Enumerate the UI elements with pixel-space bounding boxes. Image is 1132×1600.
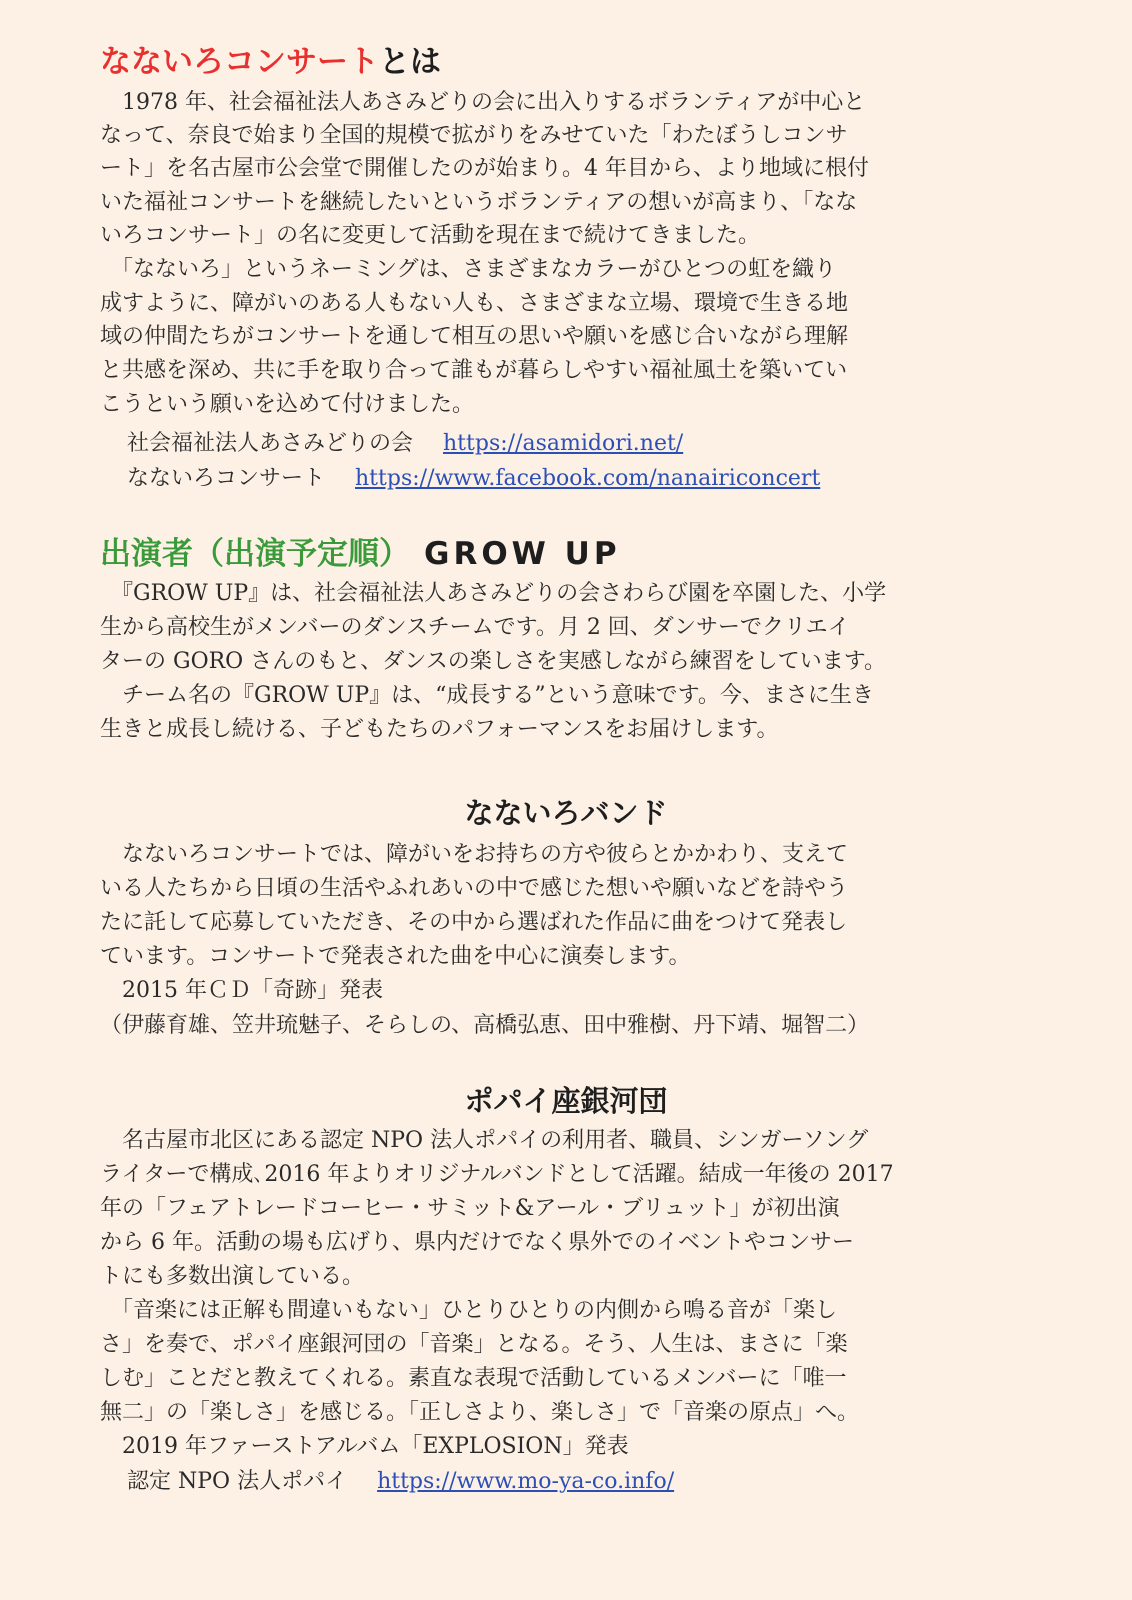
paragraph-line: 1978 年、社会福祉法人あさみどりの会に出入りするボランティアが中心と xyxy=(100,90,866,115)
paragraph-line: なって、奈良で始まり全国的規模で拡がりをみせていた「わたぼうしコンサ xyxy=(100,123,848,148)
paragraph-line: ターの GORO さんのもと、ダンスの楽しさを実感しながら練習をしています。 xyxy=(100,649,886,674)
link-row-popeye xyxy=(127,1465,674,1499)
title-red-part: なないろコンサート xyxy=(100,44,379,80)
paragraph-line: しむ」ことだと教えてくれる。素直な表現で活動しているメンバーに「唯一 xyxy=(100,1366,847,1391)
paragraph-line: 2019 年ファーストアルバム「EXPLOSION」発表 xyxy=(100,1434,629,1459)
paragraph-line: チーム名の『GROW UP』は、“成長する”という意味です。今、まさに生き xyxy=(100,683,874,708)
section-title-popeye-band: ポパイ座銀河団 xyxy=(464,1084,668,1118)
paragraph-line: 域の仲間たちがコンサートを通して相互の思いや願いを感じ合いながら理解 xyxy=(100,324,849,349)
link-row-asamidori xyxy=(127,427,683,461)
paragraph-line: トにも多数出演している。 xyxy=(100,1264,365,1289)
paragraph-line: 無二」の「楽しさ」を感じる。「正しさより、楽しさ」で「音楽の原点」へ。 xyxy=(100,1400,860,1425)
paragraph-line: と共感を深め、共に手を取り合って誰もが暮らしやすい福祉風土を築いてい xyxy=(100,358,848,383)
paragraph-line: 「なないろ」というネーミングは、さまざまなカラーがひとつの虹を織り xyxy=(100,257,837,282)
section-title-nanairo-band: なないろバンド xyxy=(464,796,668,830)
paragraph-line: 生から高校生がメンバーのダンスチームです。月 2 回、ダンサーでクリエイ xyxy=(100,615,850,640)
paragraph-line: こうという願いを込めて付けました。 xyxy=(100,392,475,417)
paragraph-line: ート」を名古屋市公会堂で開催したのが始まり。4 年目から、より地域に根付 xyxy=(100,156,869,181)
paragraph-line: ライターで構成､2016 年よりオリジナルバンドとして活躍。結成一年後の 2017 xyxy=(100,1162,894,1187)
paragraph-line: 生きと成長し続ける、子どもたちのパフォーマンスをお届けします。 xyxy=(100,717,779,742)
link-row-facebook xyxy=(127,462,820,496)
section-title-nanairo-concert xyxy=(100,42,441,82)
asamidori-link[interactable]: https://asamidori.net/ xyxy=(443,431,684,456)
section-title-performers xyxy=(100,534,621,574)
paragraph-line: なないろコンサートでは、障がいをお持ちの方や彼らとかかわり、支えて xyxy=(100,842,849,867)
paragraph-line: いた福祉コンサートを継続したいというボランティアの想いが高まり、「なな xyxy=(100,190,858,215)
link-label: 認定 NPO 法人ポパイ xyxy=(127,1469,348,1494)
popeye-link[interactable]: https://www.mo-ya-co.info/ xyxy=(377,1469,675,1494)
title-dark-part: GROW UP xyxy=(424,536,621,572)
paragraph-line: 名古屋市北区にある認定 NPO 法人ポパイの利用者、職員、シンガーソング xyxy=(100,1128,869,1153)
link-label: 社会福祉法人あさみどりの会 xyxy=(127,431,414,456)
paragraph-line: から 6 年。活動の場も広げり、県内だけでなく県外でのイベントやコンサー xyxy=(100,1230,854,1255)
title-green-part: 出演者（出演予定順） xyxy=(100,536,410,572)
paragraph-line: （伊藤育雄、笠井琉魅子、そらしの、高橋弘恵、田中雅樹、丹下靖、堀智二） xyxy=(100,1013,870,1038)
paragraph-line: いる人たちから日頃の生活やふれあいの中で感じた想いや願いなどを詩やう xyxy=(100,876,849,901)
paragraph-line: 『GROW UP』は、社会福祉法人あさみどりの会さわらび園を卒園した、小学 xyxy=(100,581,887,606)
paragraph-line: たに託して応募していただき、その中から選ばれた作品に曲をつけて発表し xyxy=(100,910,848,935)
title-dark-part: とは xyxy=(379,44,441,80)
facebook-link[interactable]: https://www.facebook.com/nanairiconcert xyxy=(355,466,821,491)
paragraph-line: 成すように、障がいのある人もない人も、さまざまな立場、環境で生きる地 xyxy=(100,291,849,316)
paragraph-line: 2015 年ＣＤ「奇跡」発表 xyxy=(100,978,383,1003)
paragraph-line: 年の「フェアトレードコーヒー・サミット&アール・ブリュット」が初出演 xyxy=(100,1196,840,1221)
paragraph-line: さ」を奏で、ポパイ座銀河団の「音楽」となる。そう、人生は、まさに「楽 xyxy=(100,1332,848,1357)
paragraph-line: ています。コンサートで発表された曲を中心に演奏します。 xyxy=(100,944,691,969)
paragraph-line: 「音楽には正解も間違いもない」ひとりひとりの内側から鳴る音が「楽し xyxy=(100,1298,838,1323)
link-label: なないろコンサート xyxy=(127,466,326,491)
paragraph-line: いろコンサート」の名に変更して活動を現在まで続けてきました。 xyxy=(100,223,761,248)
